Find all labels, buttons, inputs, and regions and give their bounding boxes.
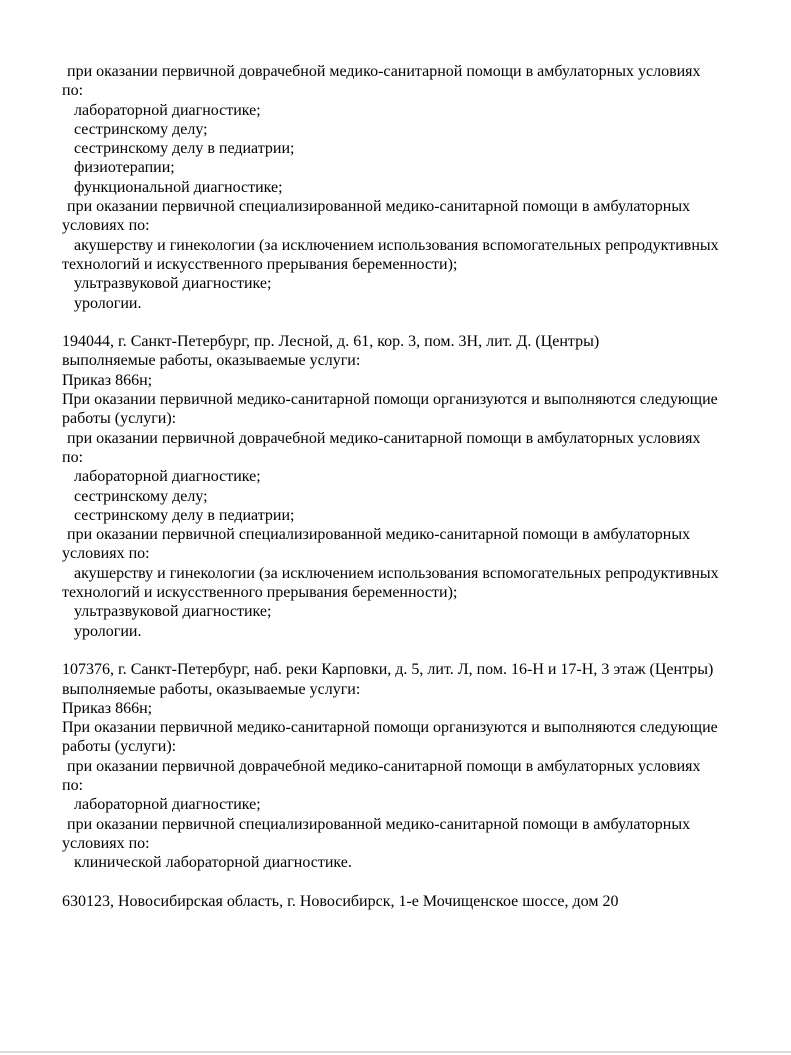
text-line: Приказ 866н;: [62, 699, 153, 717]
license-section-address-karpovka: [62, 660, 743, 872]
text-line: При оказании первичной медико-санитарной помощи организуются и выполняются следующие: [62, 719, 718, 737]
text-line: лабораторной диагностике;: [74, 101, 261, 119]
text-line: при оказании первичной доврачебной медико-санитарной помощи в амбулаторных условиях: [67, 63, 701, 80]
text-line: при оказании первичной специализированной медико-санитарной помощи в амбулаторных: [67, 815, 691, 833]
text-line: работы (услуги):: [62, 738, 177, 756]
text-line: сестринскому делу;: [74, 487, 208, 505]
text-line: при оказании первичной специализированной медико-санитарной помощи в амбулаторных: [67, 526, 691, 544]
license-section-address-novosibirsk: [62, 892, 743, 911]
text-line: 194044, г. Санкт-Петербург, пр. Лесной, д. 61, кор. 3, пом. 3Н, лит. Д. (Центры): [62, 333, 600, 351]
text-line: Приказ 866н;: [62, 371, 153, 389]
text-line: технологий и искусственного прерывания беременности);: [62, 584, 458, 602]
text-line: 107376, г. Санкт-Петербург, наб. реки Карповки, д. 5, лит. Л, пом. 16-Н и 17-Н, 3 этаж (Центры): [62, 661, 714, 679]
license-section-address-lesnoy: [62, 332, 743, 641]
text-line: акушерству и гинекологии (за исключением использования вспомогательных репродуктивных: [74, 564, 719, 582]
text-line: по:: [62, 776, 84, 794]
text-line: условиях по:: [62, 217, 150, 235]
text-line: урологии.: [74, 294, 142, 312]
text-line: физиотерапии;: [74, 159, 175, 177]
text-line: сестринскому делу в педиатрии;: [74, 140, 295, 158]
license-section-works-continued: [62, 62, 743, 313]
text-line: сестринскому делу;: [74, 120, 208, 138]
text-line: При оказании первичной медико-санитарной помощи организуются и выполняются следующие: [62, 391, 718, 409]
text-line: выполняемые работы, оказываемые услуги:: [62, 680, 361, 698]
text-line: лабораторной диагностике;: [74, 468, 261, 486]
text-line: ультразвуковой диагностике;: [74, 603, 272, 621]
text-line: выполняемые работы, оказываемые услуги:: [62, 352, 361, 370]
text-line: работы (услуги):: [62, 410, 177, 428]
text-line: урологии.: [74, 622, 142, 640]
text-line: 630123, Новосибирская область, г. Новосибирск, 1-е Мочищенское шоссе, дом 20: [62, 892, 619, 910]
text-line: ультразвуковой диагностике;: [74, 275, 272, 293]
text-line: по:: [62, 448, 84, 466]
text-line: условиях по:: [62, 834, 150, 852]
text-line: сестринскому делу в педиатрии;: [74, 506, 295, 524]
text-line: акушерству и гинекологии (за исключением использования вспомогательных репродуктивных: [74, 236, 719, 254]
text-line: клинической лабораторной диагностике.: [74, 854, 352, 872]
text-line: условиях по:: [62, 545, 150, 563]
text-line: при оказании первичной специализированной медико-санитарной помощи в амбулаторных: [67, 198, 691, 216]
text-line: функциональной диагностике;: [74, 178, 283, 196]
text-line: по:: [62, 82, 84, 100]
bottom-divider: [0, 1051, 791, 1053]
text-line: технологий и искусственного прерывания беременности);: [62, 255, 458, 273]
text-line: при оказании первичной доврачебной медико-санитарной помощи в амбулаторных условиях: [67, 429, 701, 447]
text-line: при оказании первичной доврачебной медико-санитарной помощи в амбулаторных условиях: [67, 757, 701, 775]
text-line: лабораторной диагностике;: [74, 796, 261, 814]
